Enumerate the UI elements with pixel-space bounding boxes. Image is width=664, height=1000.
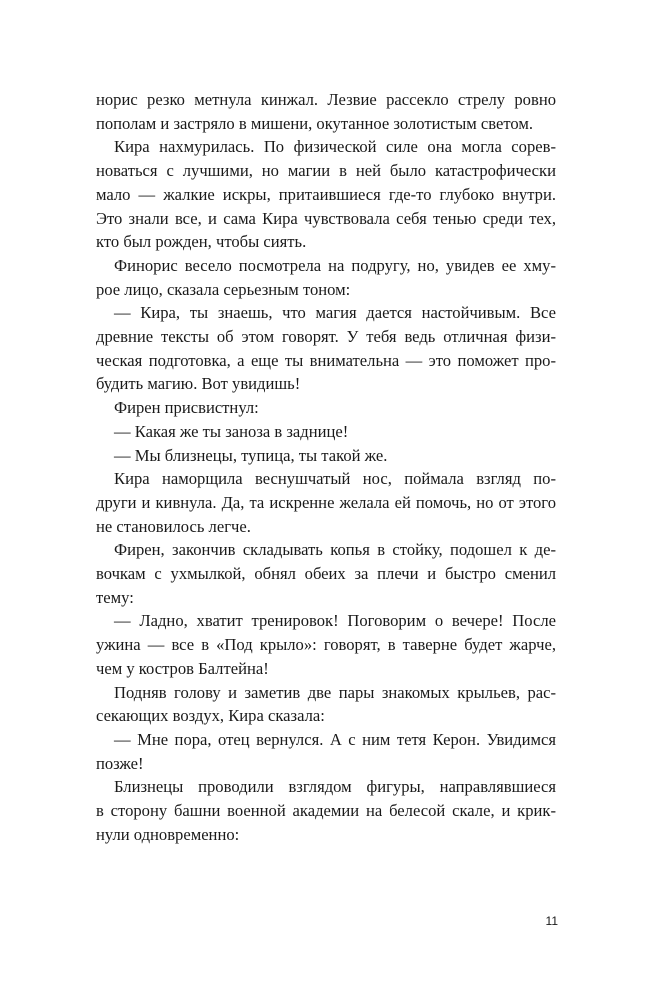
text-line: Кира нахмурилась. По физической силе она могла сорев- (114, 137, 556, 157)
text-line: Близнецы проводили взглядом фигуры, направлявшиеся (114, 777, 556, 797)
text-line: Финорис весело посмотрела на подругу, но, увидев ее хму- (114, 255, 556, 275)
text-line: Это знали все, и сама Кира чувствовала себя тенью среди тех, (96, 208, 556, 228)
text-line: древние тексты об этом говорят. У тебя ведь отличная физи- (96, 327, 556, 347)
text-line: тему: (96, 587, 134, 607)
text-line: в сторону башни военной академии на белесой скале, и крик- (96, 801, 556, 821)
text-line: вочкам с ухмылкой, обнял обеих за плечи и быстро сменил (96, 564, 556, 584)
text-line: нули одновременно: (96, 824, 240, 844)
text-line: Фирен, закончив складывать копья в стойку, подошел к де- (114, 540, 556, 560)
text-line: рое лицо, сказала серьезным тоном: (96, 279, 351, 299)
text-line: — Ладно, хватит тренировок! Поговорим о вечере! После (114, 611, 556, 631)
text-line: мало — жалкие искры, притаившиеся где-то глубоко внутри. (96, 184, 556, 204)
text-line: пополам и застряло в мишени, окутанное золотистым светом. (96, 113, 534, 133)
text-line: — Какая же ты заноза в заднице! (114, 421, 349, 441)
text-line: позже! (96, 753, 144, 773)
text-line: — Кира, ты знаешь, что магия дается настойчивым. Все (114, 303, 556, 323)
text-line: чем у костров Балтейна! (96, 658, 269, 678)
text-line: Кира наморщила веснушчатый нос, поймала взгляд по- (114, 469, 556, 489)
text-line: — Мы близнецы, тупица, ты такой же. (114, 445, 388, 465)
text-line: не становилось легче. (96, 516, 251, 536)
text-line: будить магию. Вот увидишь! (96, 374, 301, 394)
page-number: 11 (545, 914, 558, 928)
body-text (96, 88, 556, 847)
text-line: ческая подготовка, а еще ты внимательна — это поможет про- (96, 350, 556, 370)
text-line: секающих воздух, Кира сказала: (96, 706, 325, 726)
text-line: — Мне пора, отец вернулся. А с ним тетя Керон. Увидимся (114, 729, 556, 749)
text-line: ужина — все в «Под крыло»: говорят, в таверне будет жарче, (96, 635, 556, 655)
text-line: Фирен присвистнул: (114, 398, 259, 418)
text-line: Подняв голову и заметив две пары знакомых крыльев, рас- (114, 682, 556, 702)
text-line: кто был рожден, чтобы сиять. (96, 232, 307, 252)
text-line: новаться с лучшими, но магии в ней было катастрофически (96, 161, 556, 181)
text-line: други и кивнула. Да, та искренне желала ей помочь, но от этого (96, 492, 556, 512)
text-line: норис резко метнула кинжал. Лезвие рассекло стрелу ровно (96, 90, 556, 109)
